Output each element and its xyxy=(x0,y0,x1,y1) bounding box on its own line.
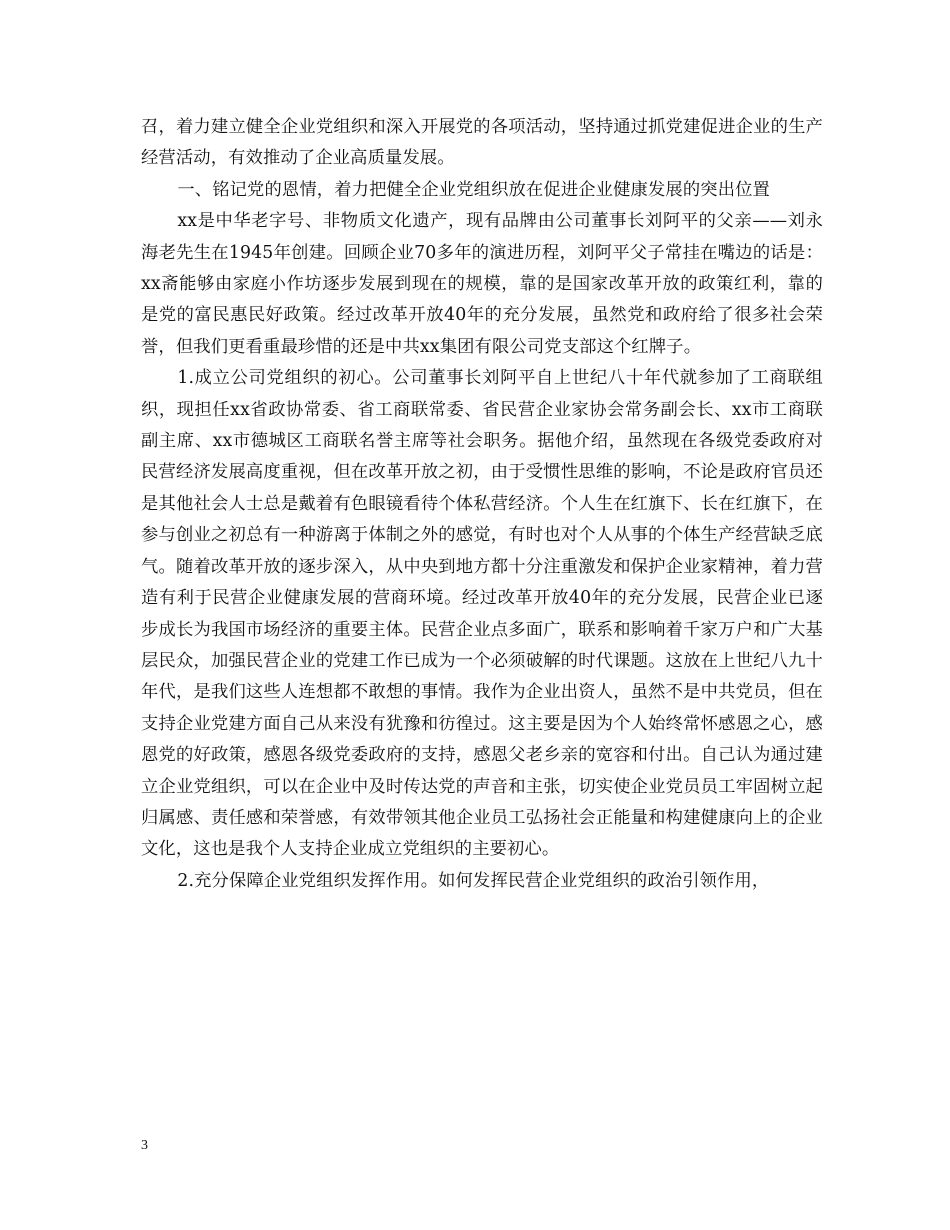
section-heading: 一、铭记党的恩情，着力把健全企业党组织放在促进企业健康发展的突出位置 xyxy=(177,179,770,200)
document-body xyxy=(141,112,823,897)
page-number: 3 xyxy=(141,1138,148,1153)
paragraph-founding-intent: 1.成立公司党组织的初心。公司董事长刘阿平自上世纪八十年代就参加了工商联组织，现担任xx省政协常委、省工商联常委、省民营企业家协会常务副会长、xx市工商联副主席、xx市德城区工商联名誉主席等社会职务。据他介绍，虽然现在各级党委政府对民营经济发展高度重视，但在改革开放之初，由于受惯性思维的影响，不论是政府官员还是其他社会人士总是戴着有色眼镜看待个体私营经济。个人生在红旗下、长在红旗下，在参与创业之初总有一种游离于体制之外的感觉，有时也对个人从事的个体生产经营缺乏底气。随着改革开放的逐步深入，从中央到地方都十分注重激发和保护企业家精神，着力营造有利于民营企业健康发展的营商环境。经过改革开放40年的充分发展，民营企业已逐步成长为我国市场经济的重要主体。民营企业点多面广，联系和影响着千家万户和广大基层民众，加强民营企业的党建工作已成为一个必须破解的时代课题。这放在上世纪八九十年代，是我们这些人连想都不敢想的事情。我作为企业出资人，虽然不是中共党员，但在支持企业党建方面自己从来没有犹豫和彷徨过。这主要是因为个人始终常怀感恩之心，感恩党的好政策，感恩各级党委政府的支持，感恩父老乡亲的宽容和付出。自己认为通过建立企业党组织，可以在企业中及时传达党的声音和主张，切实使企业党员员工牢固树立起归属感、责任感和荣誉感，有效带领其他企业员工弘扬社会正能量和构建健康向上的企业文化，这也是我个人支持企业成立党组织的主要初心。 xyxy=(141,368,823,860)
paragraph-company-history: xx是中华老字号、非物质文化遗产，现有品牌由公司董事长刘阿平的父亲——刘永海老先生在1945年创建。回顾企业70多年的演进历程，刘阿平父子常挂在嘴边的话是：xx斋能够由家庭小作坊逐步发展到现在的规模，靠的是国家改革开放的政策红利，靠的是党的富民惠民好政策。经过改革开放40年的充分发展，虽然党和政府给了很多社会荣誉，但我们更看重最珍惜的还是中共xx集团有限公司党支部这个红牌子。 xyxy=(141,211,823,357)
paragraph-party-role: 2.充分保障企业党组织发挥作用。如何发挥民营企业党组织的政治引领作用， xyxy=(177,870,770,891)
paragraph-continuation: 召，着力建立健全企业党组织和深入开展党的各项活动，坚持通过抓党建促进企业的生产经营活动，有效推动了企业高质量发展。 xyxy=(141,117,823,169)
